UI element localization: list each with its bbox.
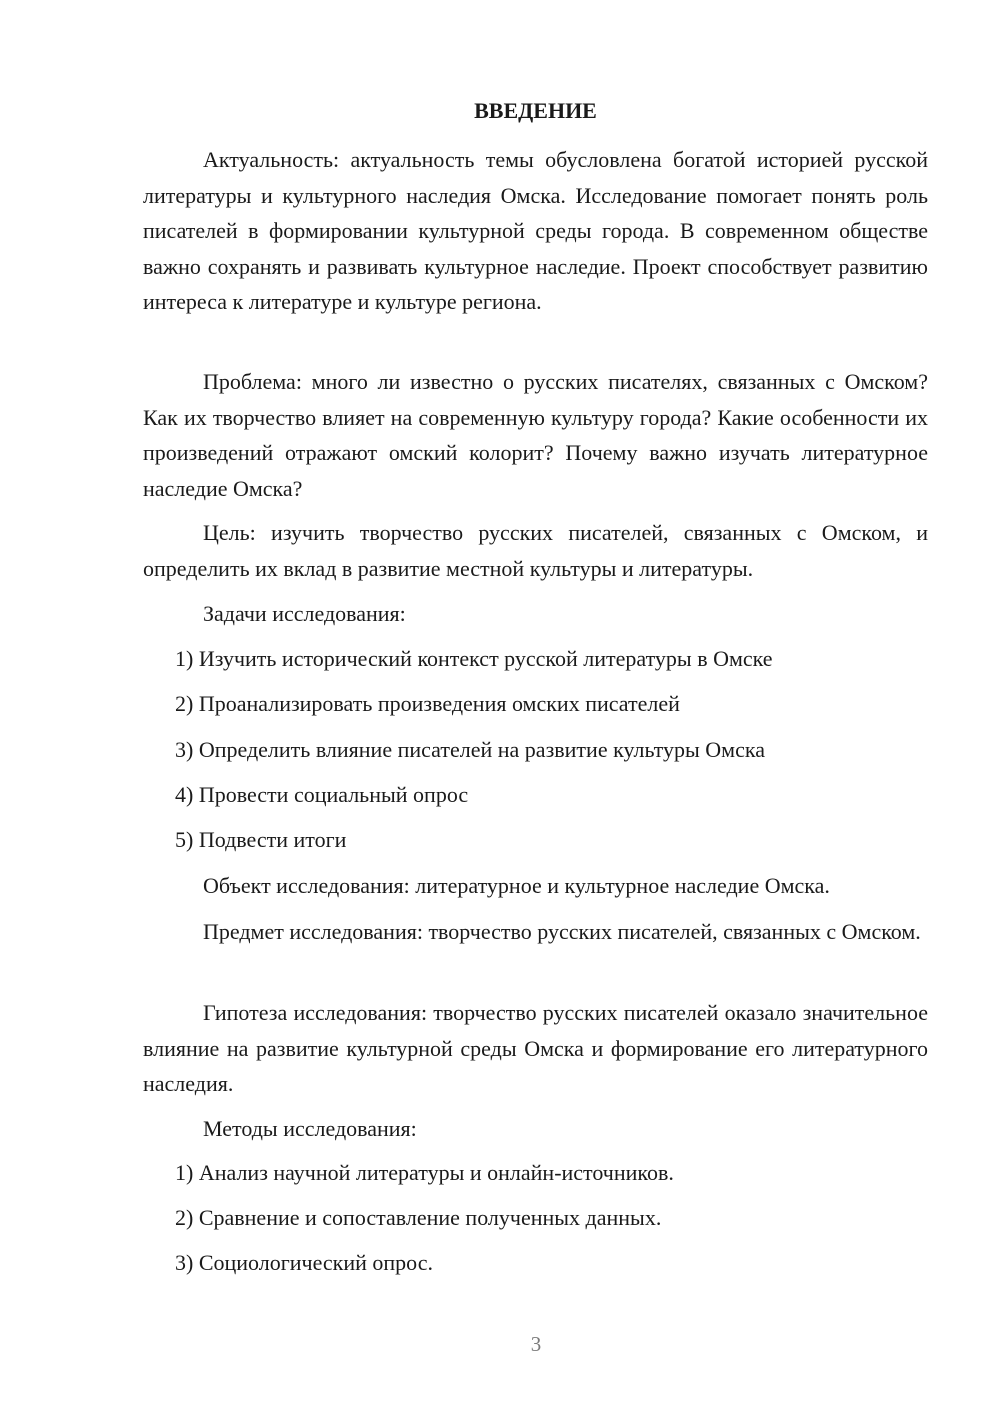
- page-number: 3: [530, 1332, 542, 1356]
- relevance-paragraph: Актуальность: актуальность темы обусловлена богатой историей русской литературы и культурного наследия Омска. Исследование помогает понять роль писателей в формировании культурной среды города. В современном обществе важно сохранять и развивать культурное наследие. Проект способствует развитию интереса к литературе и культуре региона.: [143, 147, 928, 314]
- task-item-1: 1) Изучить исторический контекст русской литературы в Омске: [175, 646, 773, 671]
- method-item-2: 2) Сравнение и сопоставление полученных данных.: [175, 1205, 662, 1230]
- page-title: ВВЕДЕНИЕ: [474, 98, 597, 123]
- hypothesis-paragraph: Гипотеза исследования: творчество русских писателей оказало значительное влияние на развитие культурной среды Омска и формирование его литературного наследия.: [143, 1000, 928, 1096]
- method-item-3: 3) Социологический опрос.: [175, 1250, 433, 1275]
- tasks-heading: Задачи исследования:: [203, 601, 406, 626]
- task-item-5: 5) Подвести итоги: [175, 827, 347, 852]
- task-item-4: 4) Провести социальный опрос: [175, 782, 469, 807]
- task-item-2: 2) Проанализировать произведения омских писателей: [175, 691, 680, 716]
- method-item-1: 1) Анализ научной литературы и онлайн-источников.: [175, 1160, 674, 1185]
- task-item-3: 3) Определить влияние писателей на развитие культуры Омска: [175, 737, 765, 762]
- object-paragraph: Объект исследования: литературное и культурное наследие Омска.: [203, 873, 830, 898]
- problem-paragraph: Проблема: много ли известно о русских писателях, связанных с Омском? Как их творчество влияет на современную культуру города? Какие особенности их произведений отражают омский колорит? Почему важно изучать литературное наследие Омска?: [143, 369, 928, 501]
- subject-paragraph: Предмет исследования: творчество русских писателей, связанных с Омском.: [203, 919, 921, 944]
- goal-paragraph: Цель: изучить творчество русских писателей, связанных с Омском, и определить их вклад в развитие местной культуры и литературы.: [143, 520, 928, 581]
- methods-heading: Методы исследования:: [203, 1116, 417, 1141]
